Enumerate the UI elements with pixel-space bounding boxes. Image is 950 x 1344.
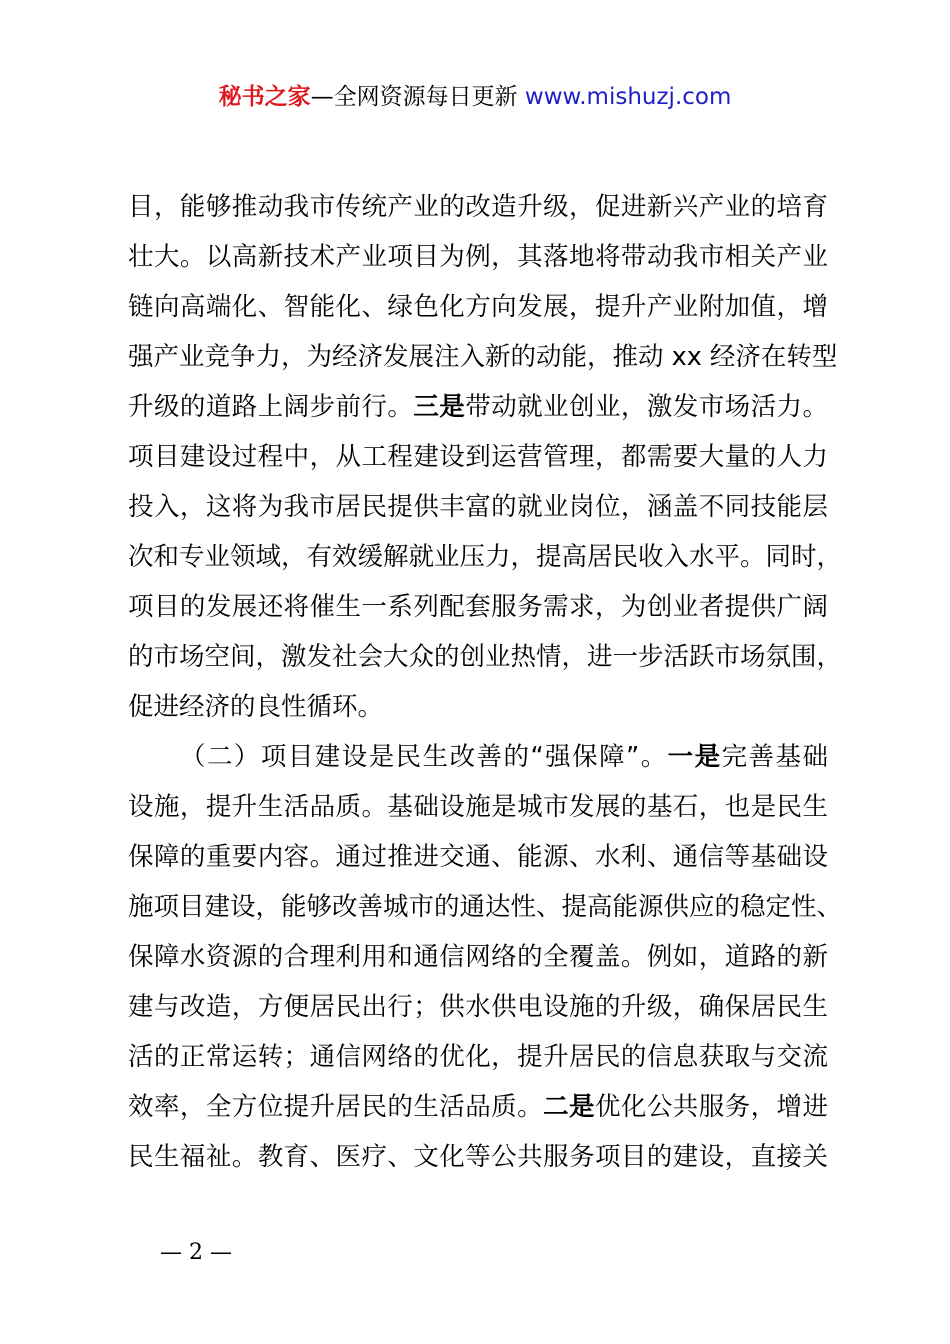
text-run: 优化公共服务，增进: [594, 1092, 828, 1122]
text-line: 的市场空间，激发社会大众的创业热情，进一步活跃市场氛围，: [128, 642, 843, 672]
section-heading-line: [128, 732, 828, 782]
text-line: 民生福祉。教育、医疗、文化等公共服务项目的建设，直接关: [128, 1142, 828, 1172]
text-line: 项目建设过程中，从工程建设到运营管理，都需要大量的人力: [128, 442, 828, 472]
header-tagline: —全网资源每日更新: [310, 84, 525, 110]
header-brand: 秘书之家: [218, 84, 311, 110]
document-body: [128, 182, 843, 1182]
bold-marker: 三是: [413, 392, 466, 422]
text-line: 施项目建设，能够改善城市的通达性、提高能源供应的稳定性、: [128, 892, 843, 922]
page-number: — 2 —: [160, 1240, 232, 1265]
page-header: [0, 82, 950, 112]
section-heading: （二）项目建设是民生改善的“强保障”。: [180, 742, 668, 772]
header-url-link[interactable]: www.mishuzj.com: [524, 84, 732, 110]
text-run: 升级的道路上阔步前行。: [128, 392, 414, 422]
text-line: 链向高端化、智能化、绿色化方向发展，提升产业附加值，增: [128, 292, 828, 322]
text-run: 完善基础: [721, 742, 828, 772]
text-line: 壮大。以高新技术产业项目为例，其落地将带动我市相关产业: [128, 242, 828, 272]
text-line: 项目的发展还将催生一系列配套服务需求，为创业者提供广阔: [128, 592, 828, 622]
text-run: 效率，全方位提升居民的生活品质。: [128, 1092, 544, 1122]
text-line: [128, 1082, 828, 1132]
text-line: 保障水资源的合理利用和通信网络的全覆盖。例如，道路的新: [128, 942, 828, 972]
text-line: [128, 382, 828, 432]
text-line: 保障的重要内容。通过推进交通、能源、水利、通信等基础设: [128, 842, 828, 872]
text-run: 带动就业创业，激发市场活力。: [465, 392, 828, 422]
text-line: 促进经济的良性循环。: [128, 692, 384, 722]
text-line: 建与改造，方便居民出行；供水供电设施的升级，确保居民生: [128, 992, 828, 1022]
text-line: 次和专业领域，有效缓解就业压力，提高居民收入水平。同时，: [128, 542, 843, 572]
bold-marker: 一是: [667, 742, 722, 772]
text-line: 目，能够推动我市传统产业的改造升级，促进新兴产业的培育: [128, 192, 828, 222]
text-line: 设施，提升生活品质。基础设施是城市发展的基石，也是民生: [128, 792, 828, 822]
text-line: 活的正常运转；通信网络的优化，提升居民的信息获取与交流: [128, 1042, 828, 1072]
bold-marker: 二是: [543, 1092, 595, 1122]
text-line: 投入，这将为我市居民提供丰富的就业岗位，涵盖不同技能层: [128, 492, 828, 522]
text-line: 强产业竞争力，为经济发展注入新的动能，推动 xx 经济在转型: [128, 342, 838, 372]
